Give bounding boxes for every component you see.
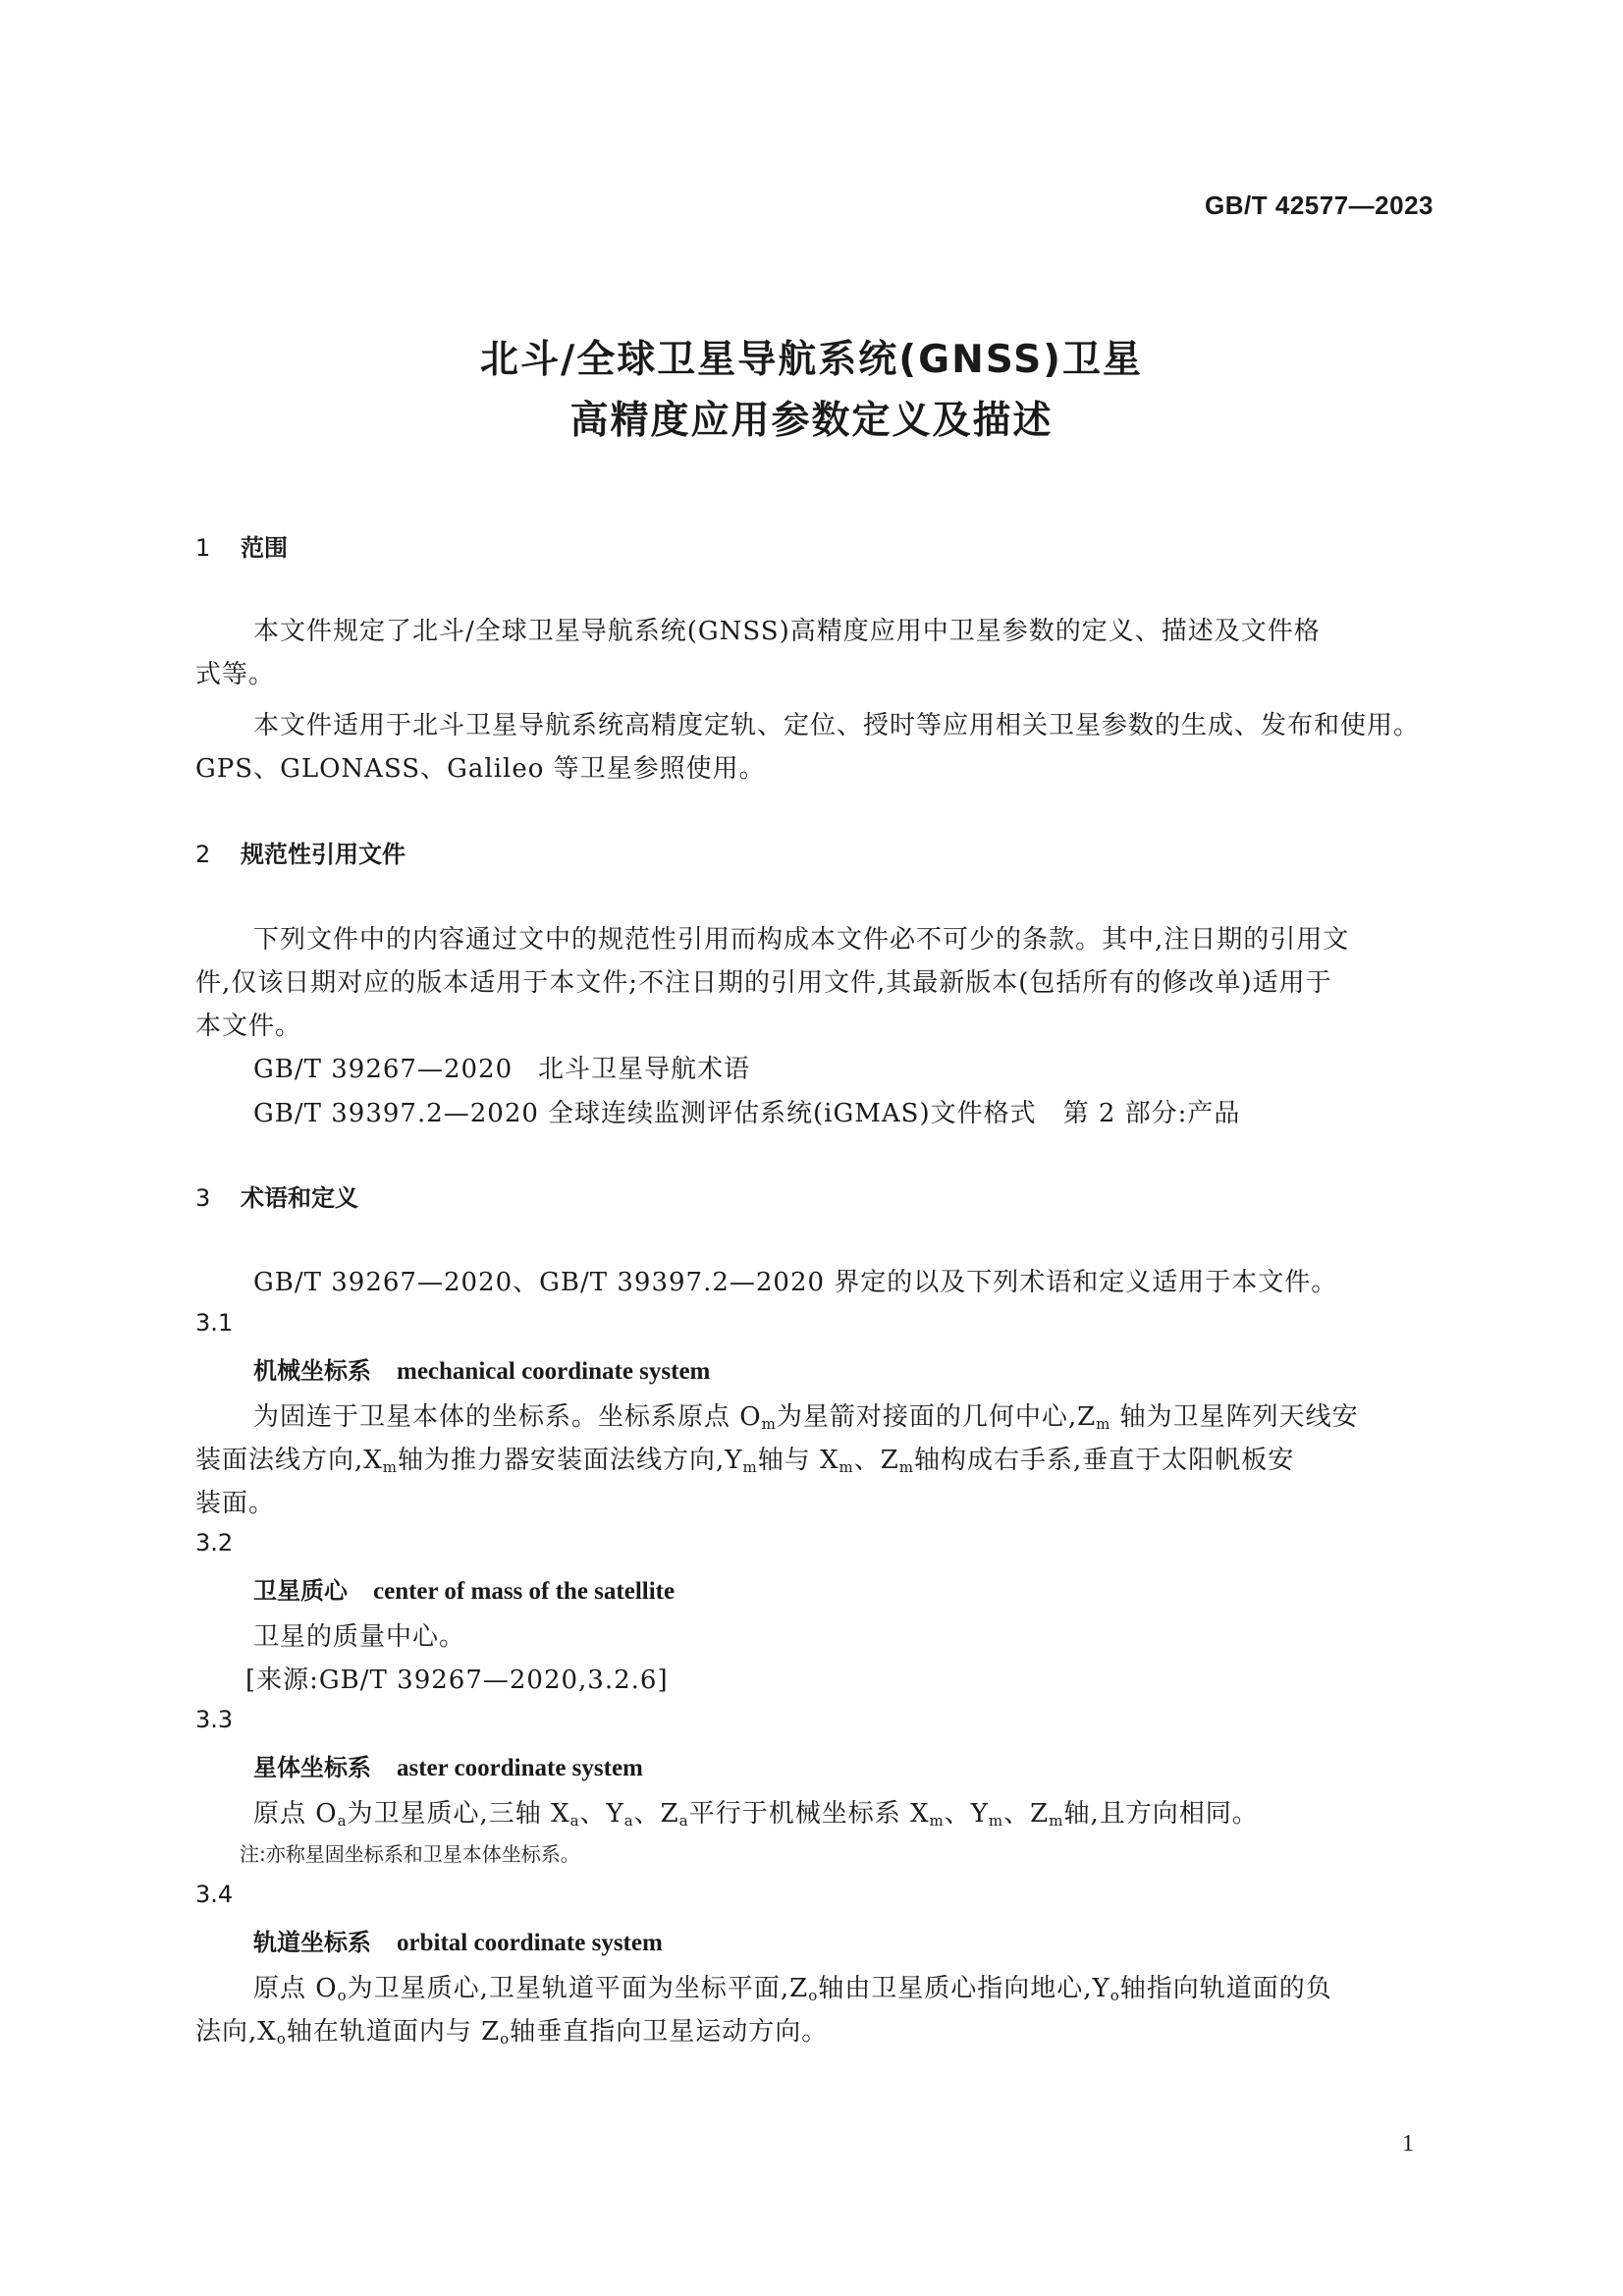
definition-line: 法向$,X_o$轴在轨道面内与 $Z_o$轴垂直指向卫星运动方向。 bbox=[195, 2017, 829, 2048]
document-title-line1: 北斗/全球卫星导航系统(GNSS)卫星 bbox=[480, 338, 1143, 382]
section-number: 1 bbox=[195, 534, 211, 562]
section-title: 范围 bbox=[241, 534, 288, 562]
term-zh: 机械坐标系 bbox=[253, 1357, 371, 1385]
definition-line: 原点 $O_o$为卫星质心,卫星轨道平面为坐标平面$,Z_o$轴由卫星质心指向地心$,Y_o$轴指向轨道面的负 bbox=[253, 1974, 1332, 2004]
section-heading-terms bbox=[195, 1178, 358, 1213]
reference-title: 全球连续监测评估系统(iGMAS)文件格式 第 2 部分:产品 bbox=[548, 1099, 1241, 1128]
term-en: mechanical coordinate system bbox=[397, 1358, 711, 1385]
page-number: 1 bbox=[1402, 2131, 1414, 2157]
section-title: 规范性引用文件 bbox=[241, 841, 406, 868]
reference-title: 北斗卫星导航术语 bbox=[538, 1055, 751, 1084]
term-zh: 轨道坐标系 bbox=[253, 1929, 371, 1956]
term-heading bbox=[253, 1923, 663, 1957]
paragraph-line: 下列文件中的内容通过文中的规范性引用而构成本文件必不可少的条款。其中,注日期的引用文 bbox=[253, 925, 1350, 955]
definition-line: 卫星的质量中心。 bbox=[253, 1622, 466, 1652]
note: 注:亦称星固坐标系和卫星本体坐标系。 bbox=[240, 1842, 580, 1866]
definition-line: 原点 $O_a$为卫星质心,三轴 $X_a$、$Y_a$、$Z_a$平行于机械坐标系 $X_m$、$Y_m$、$Z_m$轴,且方向相同。 bbox=[253, 1799, 1259, 1830]
section-title: 术语和定义 bbox=[241, 1184, 358, 1212]
section-number: 2 bbox=[195, 841, 211, 868]
paragraph-line: 式等。 bbox=[195, 660, 276, 689]
paragraph-line: 本文件规定了北斗/全球卫星导航系统(GNSS)高精度应用中卫星参数的定义、描述及文件格 bbox=[253, 617, 1321, 646]
paragraph-line: 本文件。 bbox=[195, 1011, 302, 1041]
term-number: 3.3 bbox=[195, 1706, 234, 1733]
term-heading bbox=[253, 1351, 710, 1386]
paragraph-line: 件,仅该日期对应的版本适用于本文件;不注日期的引用文件,其最新版本(包括所有的修改单)适用于 bbox=[195, 968, 1332, 998]
source-citation: [来源:GB/T 39267—2020,3.2.6] bbox=[245, 1666, 669, 1695]
document-title-line2: 高精度应用参数定义及描述 bbox=[569, 399, 1054, 443]
reference-entry bbox=[253, 1049, 750, 1085]
term-heading bbox=[253, 1748, 643, 1782]
term-zh: 星体坐标系 bbox=[253, 1754, 371, 1781]
reference-code: GB/T 39267—2020 bbox=[253, 1055, 514, 1084]
section-heading-normative-references bbox=[195, 835, 406, 869]
term-zh: 卫星质心 bbox=[253, 1577, 348, 1605]
paragraph-line: 本文件适用于北斗卫星导航系统高精度定轨、定位、授时等应用相关卫星参数的生成、发布和使用。 bbox=[253, 711, 1421, 740]
definition-line: 装面。 bbox=[195, 1489, 276, 1518]
section-intro: GB/T 39267—2020、GB/T 39397.2—2020 界定的以及下列术语和定义适用于本文件。 bbox=[253, 1268, 1338, 1297]
term-number: 3.1 bbox=[195, 1309, 234, 1337]
reference-code: GB/T 39397.2—2020 bbox=[253, 1099, 539, 1128]
term-number: 3.4 bbox=[195, 1881, 234, 1908]
term-en: center of mass of the satellite bbox=[373, 1578, 676, 1605]
paragraph-line: GPS、GLONASS、Galileo 等卫星参照使用。 bbox=[195, 754, 766, 784]
term-en: aster coordinate system bbox=[397, 1755, 643, 1781]
term-heading bbox=[253, 1571, 675, 1606]
reference-entry bbox=[253, 1093, 1240, 1129]
term-en: orbital coordinate system bbox=[397, 1930, 663, 1956]
section-heading-scope bbox=[195, 528, 288, 563]
definition-line: 装面法线方向$,X_m$轴为推力器安装面法线方向$,Y_m$轴与 $X_m$、$Z_m$轴构成右手系,垂直于太阳帆板安 bbox=[195, 1446, 1295, 1476]
term-number: 3.2 bbox=[195, 1529, 234, 1557]
section-number: 3 bbox=[195, 1184, 211, 1212]
standard-number: GB/T 42577—2023 bbox=[1205, 191, 1434, 220]
definition-line: 为固连于卫星本体的坐标系。坐标系原点 $O_m$为星箭对接面的几何中心$,Z_m$ 轴为卫星阵列天线安 bbox=[253, 1402, 1359, 1433]
